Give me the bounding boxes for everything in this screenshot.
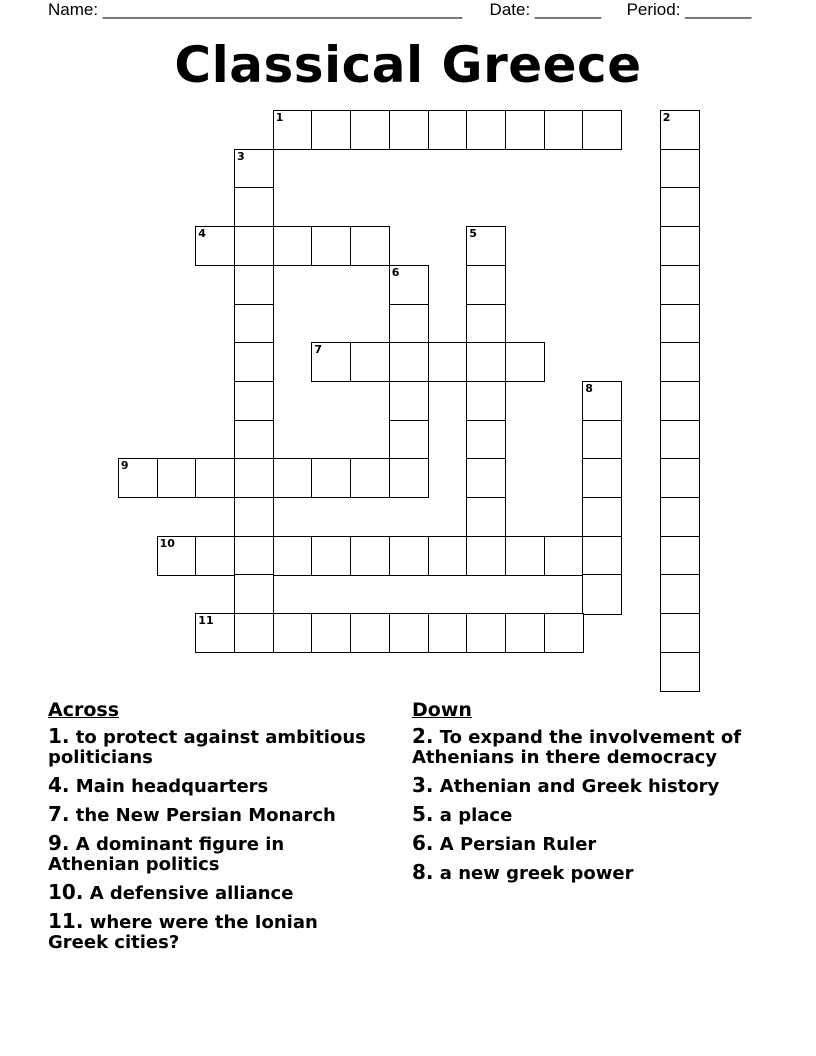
grid-cell[interactable] xyxy=(234,265,274,305)
grid-cell[interactable] xyxy=(273,613,313,653)
clue-text: A Persian Ruler xyxy=(433,834,597,855)
clue-number: 6. xyxy=(412,831,434,855)
grid-cell[interactable] xyxy=(234,420,274,460)
grid-cell[interactable] xyxy=(660,342,700,382)
grid-cell[interactable] xyxy=(466,226,506,266)
clue-text: Main headquarters xyxy=(69,776,269,797)
grid-cell[interactable] xyxy=(234,381,274,421)
grid-cell[interactable] xyxy=(660,420,700,460)
clue-number-label: 6 xyxy=(391,265,400,279)
grid-cell[interactable] xyxy=(660,110,700,150)
grid-cell[interactable] xyxy=(234,613,274,653)
grid-cell[interactable] xyxy=(350,613,390,653)
clue-number-label: 7 xyxy=(314,343,323,357)
grid-cell[interactable] xyxy=(273,226,313,266)
grid-cell[interactable] xyxy=(311,226,351,266)
grid-cell[interactable] xyxy=(505,613,545,653)
grid-cell[interactable] xyxy=(660,226,700,266)
grid-cell[interactable] xyxy=(273,110,313,150)
grid-cell[interactable] xyxy=(582,574,622,614)
grid-cell[interactable] xyxy=(157,458,197,498)
grid-cell[interactable] xyxy=(466,497,506,537)
clue-number: 9. xyxy=(48,831,70,855)
down-clue xyxy=(412,775,742,797)
clue-text: a place xyxy=(433,805,513,826)
grid-cell[interactable] xyxy=(389,458,429,498)
down-clue xyxy=(412,833,742,855)
clue-text: A dominant figure in Athenian politics xyxy=(48,834,285,875)
grid-cell[interactable] xyxy=(660,381,700,421)
across-clue xyxy=(48,882,378,904)
down-clue xyxy=(412,804,742,826)
down-clue xyxy=(412,726,742,768)
grid-cell[interactable] xyxy=(311,342,351,382)
grid-cell[interactable] xyxy=(466,342,506,382)
grid-cell[interactable] xyxy=(428,110,468,150)
grid-cell[interactable] xyxy=(195,458,235,498)
grid-cell[interactable] xyxy=(234,226,274,266)
grid-cell[interactable] xyxy=(428,342,468,382)
grid-cell[interactable] xyxy=(428,613,468,653)
across-clue-list xyxy=(48,726,378,953)
grid-cell[interactable] xyxy=(582,381,622,421)
grid-cell[interactable] xyxy=(505,110,545,150)
down-heading: Down xyxy=(412,699,472,721)
clue-text: A defensive alliance xyxy=(83,883,294,904)
clue-text: a new greek power xyxy=(433,863,634,884)
down-clues xyxy=(412,700,742,891)
across-heading: Across xyxy=(48,699,120,721)
grid-cell[interactable] xyxy=(389,304,429,344)
clue-text: to protect against ambitious politicians xyxy=(48,727,366,768)
grid-cell[interactable] xyxy=(582,110,622,150)
clue-number: 8. xyxy=(412,860,434,884)
grid-cell[interactable] xyxy=(660,536,700,576)
grid-cell[interactable] xyxy=(466,420,506,460)
grid-cell[interactable] xyxy=(389,342,429,382)
clue-text: where were the Ionian Greek cities? xyxy=(48,912,318,953)
clue-number-label: 2 xyxy=(662,111,671,124)
grid-cell[interactable] xyxy=(582,536,622,576)
grid-cell[interactable] xyxy=(544,536,584,576)
grid-cell[interactable] xyxy=(157,536,197,576)
clue-number: 4. xyxy=(48,773,70,797)
across-clue xyxy=(48,775,378,797)
grid-cell[interactable] xyxy=(389,265,429,305)
grid-cell[interactable] xyxy=(311,458,351,498)
across-clues xyxy=(48,700,378,960)
grid-cell[interactable] xyxy=(234,342,274,382)
grid-cell[interactable] xyxy=(234,149,274,189)
across-clue xyxy=(48,804,378,826)
grid-cell[interactable] xyxy=(660,304,700,344)
grid-cell[interactable] xyxy=(389,613,429,653)
grid-cell[interactable] xyxy=(234,458,274,498)
clue-number: 3. xyxy=(412,773,434,797)
down-clue-list xyxy=(412,726,742,884)
grid-cell[interactable] xyxy=(466,613,506,653)
grid-cell[interactable] xyxy=(544,110,584,150)
grid-cell[interactable] xyxy=(234,187,274,227)
grid-cell[interactable] xyxy=(350,536,390,576)
grid-cell[interactable] xyxy=(660,458,700,498)
grid-cell[interactable] xyxy=(660,149,700,189)
across-clue xyxy=(48,911,378,953)
grid-cell[interactable] xyxy=(234,574,274,614)
clue-text: Athenian and Greek history xyxy=(433,776,720,797)
grid-cell[interactable] xyxy=(466,265,506,305)
grid-cell[interactable] xyxy=(505,536,545,576)
across-clue xyxy=(48,833,378,875)
grid-cell[interactable] xyxy=(195,226,235,266)
grid-cell[interactable] xyxy=(311,613,351,653)
across-clue xyxy=(48,726,378,768)
grid-cell[interactable] xyxy=(195,613,235,653)
grid-cell[interactable] xyxy=(466,458,506,498)
grid-cell[interactable] xyxy=(466,304,506,344)
grid-cell[interactable] xyxy=(389,381,429,421)
grid-cell[interactable] xyxy=(660,187,700,227)
grid-cell[interactable] xyxy=(311,110,351,150)
date-field-label[interactable]: Date: _______ xyxy=(489,0,602,19)
clue-number: 7. xyxy=(48,802,70,826)
grid-cell[interactable] xyxy=(505,342,545,382)
clue-number-label: 4 xyxy=(198,227,206,241)
grid-cell[interactable] xyxy=(466,110,506,150)
grid-cell[interactable] xyxy=(582,420,622,460)
grid-cell[interactable] xyxy=(389,420,429,460)
clue-number-label: 8 xyxy=(585,381,593,395)
clue-number: 10. xyxy=(48,880,84,904)
clue-number-label: 3 xyxy=(237,149,245,163)
grid-cell[interactable] xyxy=(234,536,274,576)
grid-cell[interactable] xyxy=(544,613,584,653)
grid-cell[interactable] xyxy=(195,536,235,576)
grid-cell[interactable] xyxy=(118,458,158,498)
clue-number-label: 1 xyxy=(275,111,284,124)
clue-number: 2. xyxy=(412,724,434,748)
clue-text: the New Persian Monarch xyxy=(69,805,336,826)
clue-number-label: 5 xyxy=(469,227,477,241)
clue-number-label: 9 xyxy=(120,459,129,473)
period-field-label[interactable]: Period: _______ xyxy=(626,0,752,19)
clue-number: 1. xyxy=(48,724,70,748)
clue-number-label: 11 xyxy=(198,614,214,628)
grid-cell[interactable] xyxy=(582,497,622,537)
clue-number-label: 10 xyxy=(159,536,175,550)
grid-cell[interactable] xyxy=(389,536,429,576)
down-clue xyxy=(412,862,742,884)
grid-cell[interactable] xyxy=(660,613,700,653)
grid-cell[interactable] xyxy=(273,536,313,576)
grid-cell[interactable] xyxy=(660,574,700,614)
grid-cell[interactable] xyxy=(273,458,313,498)
clue-text: To expand the involvement of Athenians in there democracy xyxy=(412,727,742,768)
grid-cell[interactable] xyxy=(660,265,700,305)
name-field-label[interactable]: Name: ______________________________________ xyxy=(48,0,463,19)
grid-cell[interactable] xyxy=(660,652,700,692)
grid-cell[interactable] xyxy=(466,536,506,576)
grid-cell[interactable] xyxy=(311,536,351,576)
grid-cell[interactable] xyxy=(582,458,622,498)
grid-cell[interactable] xyxy=(350,342,390,382)
grid-cell[interactable] xyxy=(428,536,468,576)
clue-number: 5. xyxy=(412,802,434,826)
grid-cell[interactable] xyxy=(389,110,429,150)
page-title: Classical Greece xyxy=(174,36,642,94)
clue-number: 11. xyxy=(48,909,84,933)
grid-cell[interactable] xyxy=(660,497,700,537)
grid-cell[interactable] xyxy=(350,458,390,498)
grid-cell[interactable] xyxy=(234,497,274,537)
grid-cell[interactable] xyxy=(466,381,506,421)
grid-cell[interactable] xyxy=(234,304,274,344)
grid-cell[interactable] xyxy=(350,226,390,266)
grid-cell[interactable] xyxy=(350,110,390,150)
